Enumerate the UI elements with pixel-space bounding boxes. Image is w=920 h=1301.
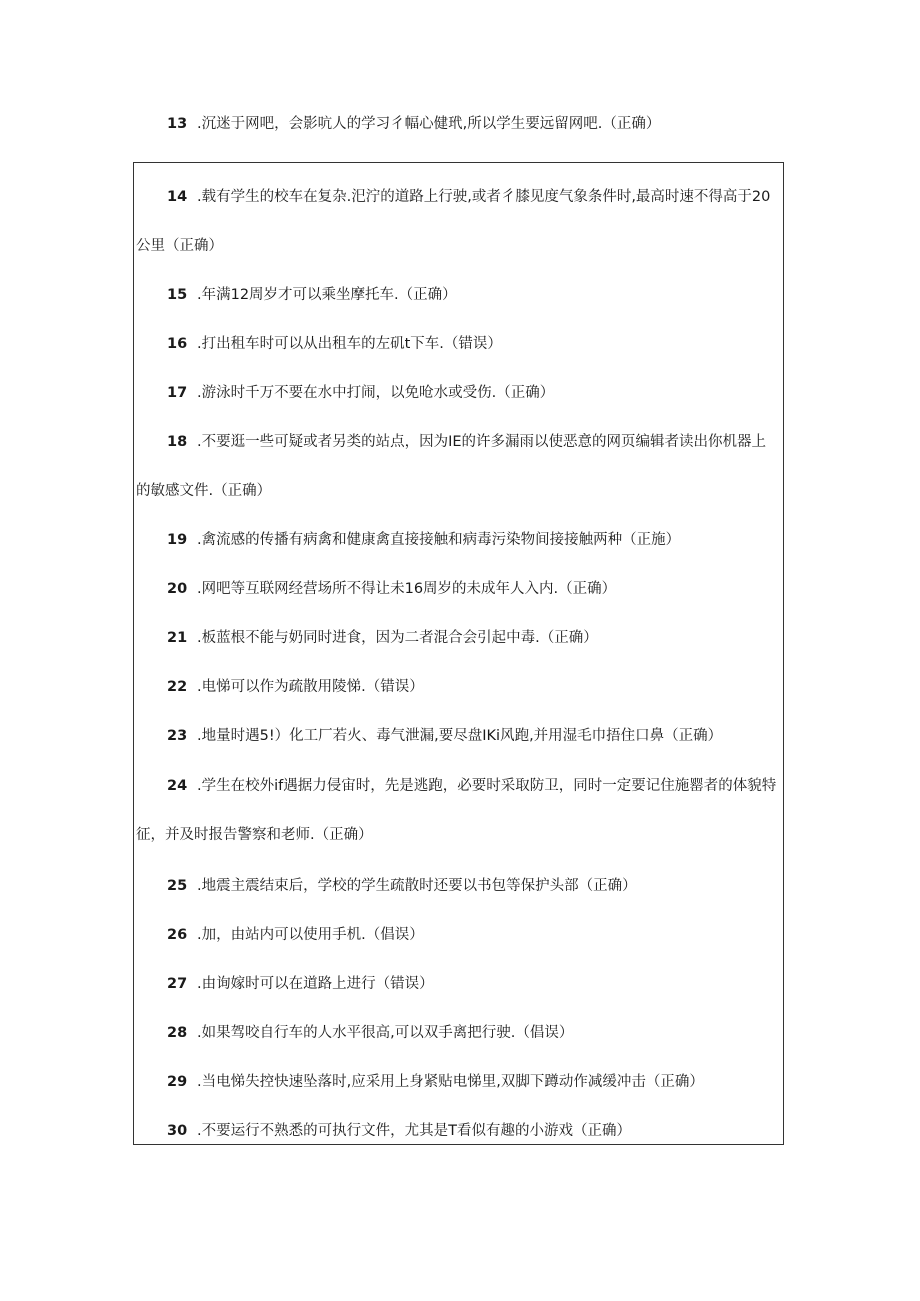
item-number: 22 [167,679,188,695]
item-number: 29 [167,1074,188,1090]
item-text: .不要运行不熟悉的可执行文件，尤其是T看似有趣的小游戏（正确） [197,1123,631,1139]
list-item [167,383,554,403]
item-text: .游泳时千万不要在水中打闹，以免呛水或受伤.（正确） [197,385,555,401]
list-item [167,334,502,354]
item-number: 20 [167,581,188,597]
list-item [167,530,680,550]
item-number: 15 [167,287,188,303]
item-number: 17 [167,385,188,401]
item-text-continuation: 征，并及时报告警察和老师.（正确） [136,827,373,843]
item-text: .地量时遇5!）化工厂若火、毒气泄漏,要尽盘IKi风跑,并用湿毛巾捂住口鼻（正确） [197,728,723,744]
item-text: .加，由站内可以使用手机.（倡误） [197,927,424,943]
item-text: .板蓝根不能与奶同时进食，因为二者混合会引起中毒.（正确） [197,630,598,646]
item-number: 27 [167,976,188,992]
list-item [167,677,424,697]
item-text: .当电悌失控快速坠落时,应采用上身紧贴电悌里,双脚下蹲动作减缓冲击（正确） [197,1074,704,1090]
list-item [167,628,598,648]
list-item [167,876,637,896]
item-text: .载有学生的校车在复杂.汜泞的道路上行驶,或者彳膝见度气象条件时,最高时速不得高于20 [197,189,771,205]
list-item [167,726,722,746]
item-number: 14 [167,189,188,205]
item-text: .电悌可以作为疏散用陵悌.（错误） [197,679,424,695]
item-text: .学生在校外if遇据力侵宙时，先是逃跑，必要时采取防卫，同时一定要记住施罂者的体貌特 [197,778,777,794]
item-text: .沉迷于网吧，会影吭人的学习彳幅心健玳,所以学生要远留网吧.（正确） [197,116,661,132]
item-number: 13 [167,116,188,132]
item-number: 25 [167,878,188,894]
item-number: 18 [167,434,188,450]
item-text: .如果驾咬自行车的人水平很高,可以双手离把行驶.（倡误） [197,1025,574,1041]
item-number: 26 [167,927,188,943]
item-text: .打出租车时可以从出租车的左矶t下车.（错误） [197,336,502,352]
list-item [167,285,457,305]
item-number: 23 [167,728,188,744]
list-item [167,776,776,796]
list-item [167,187,770,207]
item-text: .由询嫁时可以在道路上进行（错误） [197,976,434,992]
list-item-continuation [136,481,271,501]
item-text: .网吧等互联网经营场所不得让未16周岁的未成年人入内.（正确） [197,581,617,597]
list-item [167,114,660,134]
item-number: 21 [167,630,188,646]
item-text: .不要逛一些可疑或者另类的站点，因为IE的许多漏雨以使恶意的网页编辑者读出你机器上 [197,434,767,450]
list-item [167,974,434,994]
list-item [167,925,424,945]
item-number: 28 [167,1025,188,1041]
list-item [167,579,616,599]
item-text-continuation: 的敏感文件.（正确） [136,483,272,499]
item-number: 16 [167,336,188,352]
item-text: .地震主震结束后，学校的学生疏散时还要以书包等保护头部（正确） [197,878,637,894]
item-number: 19 [167,532,188,548]
list-item-continuation [136,825,373,845]
list-item [167,432,766,452]
list-item-continuation [136,236,223,256]
list-item [167,1121,631,1141]
list-item [167,1072,704,1092]
item-text: .禽流感的传播有病禽和健康禽直接接触和病毒污染物间接接触两种（正施） [197,532,681,548]
list-item [167,1023,573,1043]
item-number: 24 [167,778,188,794]
item-text: .年满12周岁才可以乘坐摩托车.（正确） [197,287,457,303]
item-number: 30 [167,1123,188,1139]
item-text-continuation: 公里（正确） [136,238,223,254]
content-frame [133,162,784,1145]
